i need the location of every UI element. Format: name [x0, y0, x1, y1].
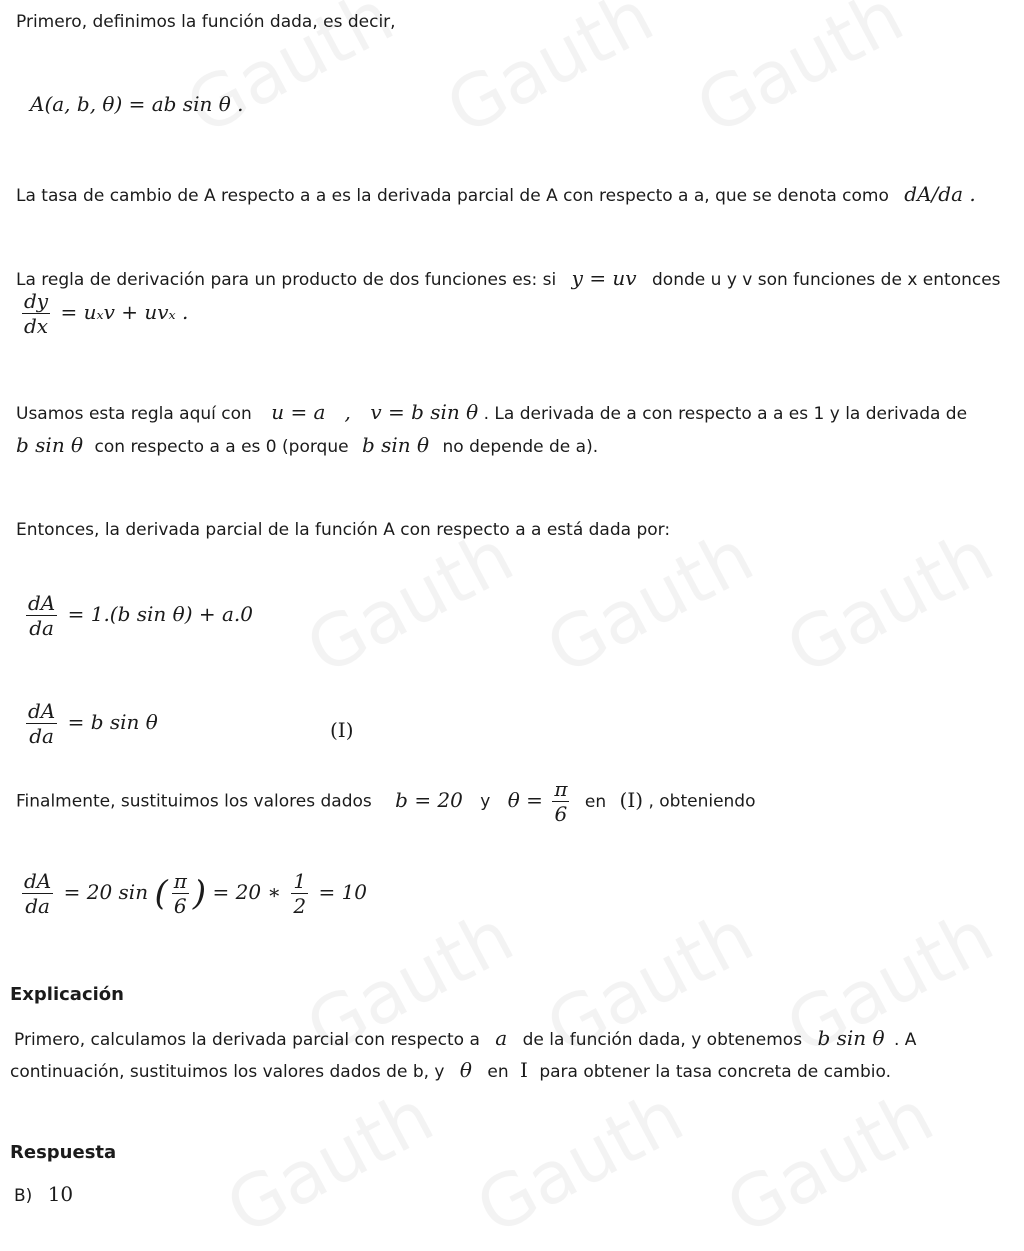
frac-denominator: 6: [173, 894, 187, 918]
apply-math-bsin: b sin θ: [16, 433, 84, 457]
watermark: [773, 513, 1006, 690]
product-rule-rhs: = uₓv + uvₓ .: [60, 300, 189, 324]
watermark: [713, 1073, 946, 1250]
expl-text-6: para obtener la tasa concreta de cambio.: [539, 1062, 892, 1082]
substitution-paragraph: [16, 778, 756, 825]
expl-math-theta: θ: [459, 1058, 472, 1082]
final-eq-part-2: = 20 ∗: [212, 880, 281, 904]
subst-theta: θ =: [507, 787, 543, 812]
frac-numerator: dA: [28, 591, 56, 615]
frac-numerator: π: [173, 869, 187, 893]
watermark: [433, 0, 666, 151]
subst-text-2: , obteniendo: [648, 791, 756, 812]
product-rule-formula: [18, 290, 188, 337]
apply-rule-paragraph: [16, 400, 967, 424]
equation-tag: (I): [330, 718, 354, 742]
apply-text-2: . La derivada de a con respecto a a es 1 y la derivada de: [483, 404, 968, 424]
frac-denominator: 2: [293, 894, 307, 918]
watermark: [683, 0, 916, 151]
apply-text-3: con respecto a a es 0 (porque: [94, 437, 349, 457]
derivative-equation-2: [22, 700, 158, 747]
answer-line: [14, 1182, 73, 1206]
product-rule-math: y = uv: [571, 266, 637, 290]
explanation-line-2: [10, 1058, 891, 1082]
product-rule-paragraph: [16, 266, 1001, 290]
subst-y: y: [480, 791, 491, 812]
final-eq-result: = 10: [318, 880, 368, 904]
frac-numerator: dA: [24, 869, 52, 893]
final-eq-part-1: = 20 sin: [63, 880, 149, 904]
frac-numerator: π: [554, 777, 568, 801]
apply-rule-paragraph-2: [16, 433, 598, 457]
frac-denominator: da: [25, 894, 50, 918]
frac-denominator: 6: [554, 802, 568, 826]
apply-math-u: u = a ,: [271, 400, 351, 424]
rate-paragraph: [16, 182, 976, 206]
answer-option-letter: B): [14, 1186, 33, 1206]
expl-text-4: continuación, sustituimos los valores dados de b, y: [10, 1062, 445, 1082]
subst-math-b: b = 20: [395, 787, 463, 812]
subst-text-1: Finalmente, sustituimos los valores dados: [16, 791, 372, 812]
apply-text-4: no depende de a).: [442, 437, 599, 457]
frac-numerator: dy: [24, 289, 49, 313]
paren-left: (: [154, 873, 168, 914]
expl-math-a: a: [495, 1026, 508, 1050]
final-equation: [18, 870, 367, 917]
apply-text-1: Usamos esta regla aquí con: [16, 404, 252, 424]
subst-en: en: [584, 791, 607, 812]
answer-value: 10: [47, 1182, 74, 1206]
partial-derivative-paragraph: Entonces, la derivada parcial de la función A con respecto a a está dada por:: [16, 520, 671, 540]
expl-math-I: I: [520, 1058, 528, 1082]
derivative-equation-1: [22, 592, 253, 639]
paren-right: ): [192, 873, 207, 914]
expl-text-1: Primero, calculamos la derivada parcial con respecto a: [14, 1030, 480, 1050]
apply-math-bsin-2: b sin θ: [361, 433, 430, 457]
frac-denominator: da: [29, 616, 54, 640]
apply-math-v: v = b sin θ: [370, 400, 479, 424]
rate-math: dA/da .: [904, 182, 976, 206]
product-rule-text-2: donde u y v son funciones de x entonces: [652, 270, 1001, 290]
expl-math-bsin: b sin θ: [817, 1026, 885, 1050]
frac-denominator: dx: [24, 314, 49, 338]
frac-numerator: dA: [28, 699, 56, 723]
answer-heading: Respuesta: [10, 1142, 117, 1163]
explanation-heading: Explicación: [10, 984, 124, 1005]
watermark: [213, 1073, 446, 1250]
subst-tag: (I): [619, 787, 644, 812]
explanation-line-1: [14, 1026, 916, 1050]
watermark: [463, 1073, 696, 1250]
expl-text-3: . A: [893, 1030, 917, 1050]
frac-numerator: 1: [293, 869, 307, 893]
expl-text-5: en: [487, 1062, 509, 1082]
function-equation: A(a, b, θ) = ab sin θ .: [30, 92, 244, 116]
derivative-rhs-2: = b sin θ: [67, 710, 158, 734]
product-rule-text-1: La regla de derivación para un producto de dos funciones es: si: [16, 270, 557, 290]
derivative-rhs-1: = 1.(b sin θ) + a.0: [67, 602, 253, 626]
expl-text-2: de la función dada, y obtenemos: [522, 1030, 803, 1050]
rate-text: La tasa de cambio de A respecto a a es la derivada parcial de A con respecto a a, que se denota como: [16, 186, 889, 206]
intro-paragraph: Primero, definimos la función dada, es decir,: [16, 12, 396, 32]
frac-denominator: da: [29, 724, 54, 748]
